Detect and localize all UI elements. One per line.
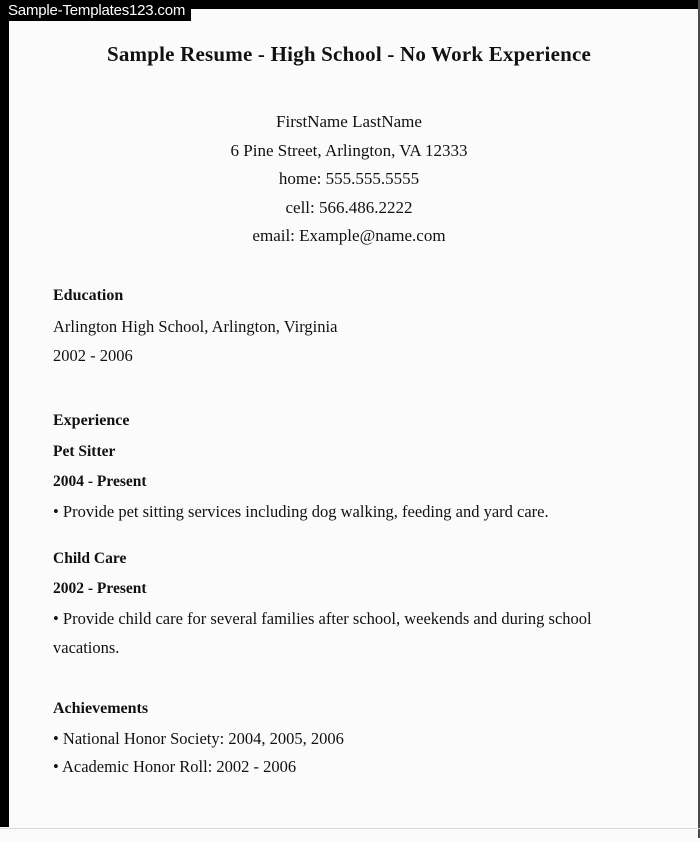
achievement-item: • Academic Honor Roll: 2002 - 2006 [53, 757, 297, 776]
job-dates: 2002 - Present [53, 580, 147, 597]
section-heading-achievements: Achievements [53, 700, 149, 717]
experience-entry [53, 544, 653, 662]
site-watermark: Sample-Templates123.com [0, 0, 191, 21]
achievement-item: • National Honor Society: 2004, 2005, 2006 [53, 729, 344, 748]
section-education [53, 284, 653, 370]
job-title: Pet Sitter [53, 443, 116, 460]
page-title: Sample Resume - High School - No Work Experience [106, 42, 592, 66]
education-dates: 2002 - 2006 [53, 346, 133, 365]
experience-entry [53, 437, 653, 526]
contact-name: FirstName LastName [276, 112, 422, 131]
contact-block [9, 108, 689, 251]
contact-address: 6 Pine Street, Arlington, VA 12333 [230, 140, 468, 160]
contact-cell-phone: cell: 566.486.2222 [285, 197, 413, 217]
section-heading-experience: Experience [53, 412, 130, 429]
job-bullet: • Provide child care for several families after school, weekends and during school vacations. [53, 609, 592, 657]
section-experience [53, 409, 653, 662]
contact-email: email: Example@name.com [252, 226, 446, 245]
education-school: Arlington High School, Arlington, Virginia [53, 317, 338, 336]
job-bullet: • Provide pet sitting services including dog walking, feeding and yard care. [53, 502, 549, 521]
job-title: Child Care [53, 550, 127, 567]
contact-home-phone: home: 555.555.5555 [278, 169, 420, 188]
section-achievements [53, 697, 653, 781]
page-border-left [0, 0, 9, 827]
job-dates: 2004 - Present [53, 473, 147, 490]
section-heading-education: Education [53, 287, 124, 304]
resume-content [9, 0, 698, 843]
